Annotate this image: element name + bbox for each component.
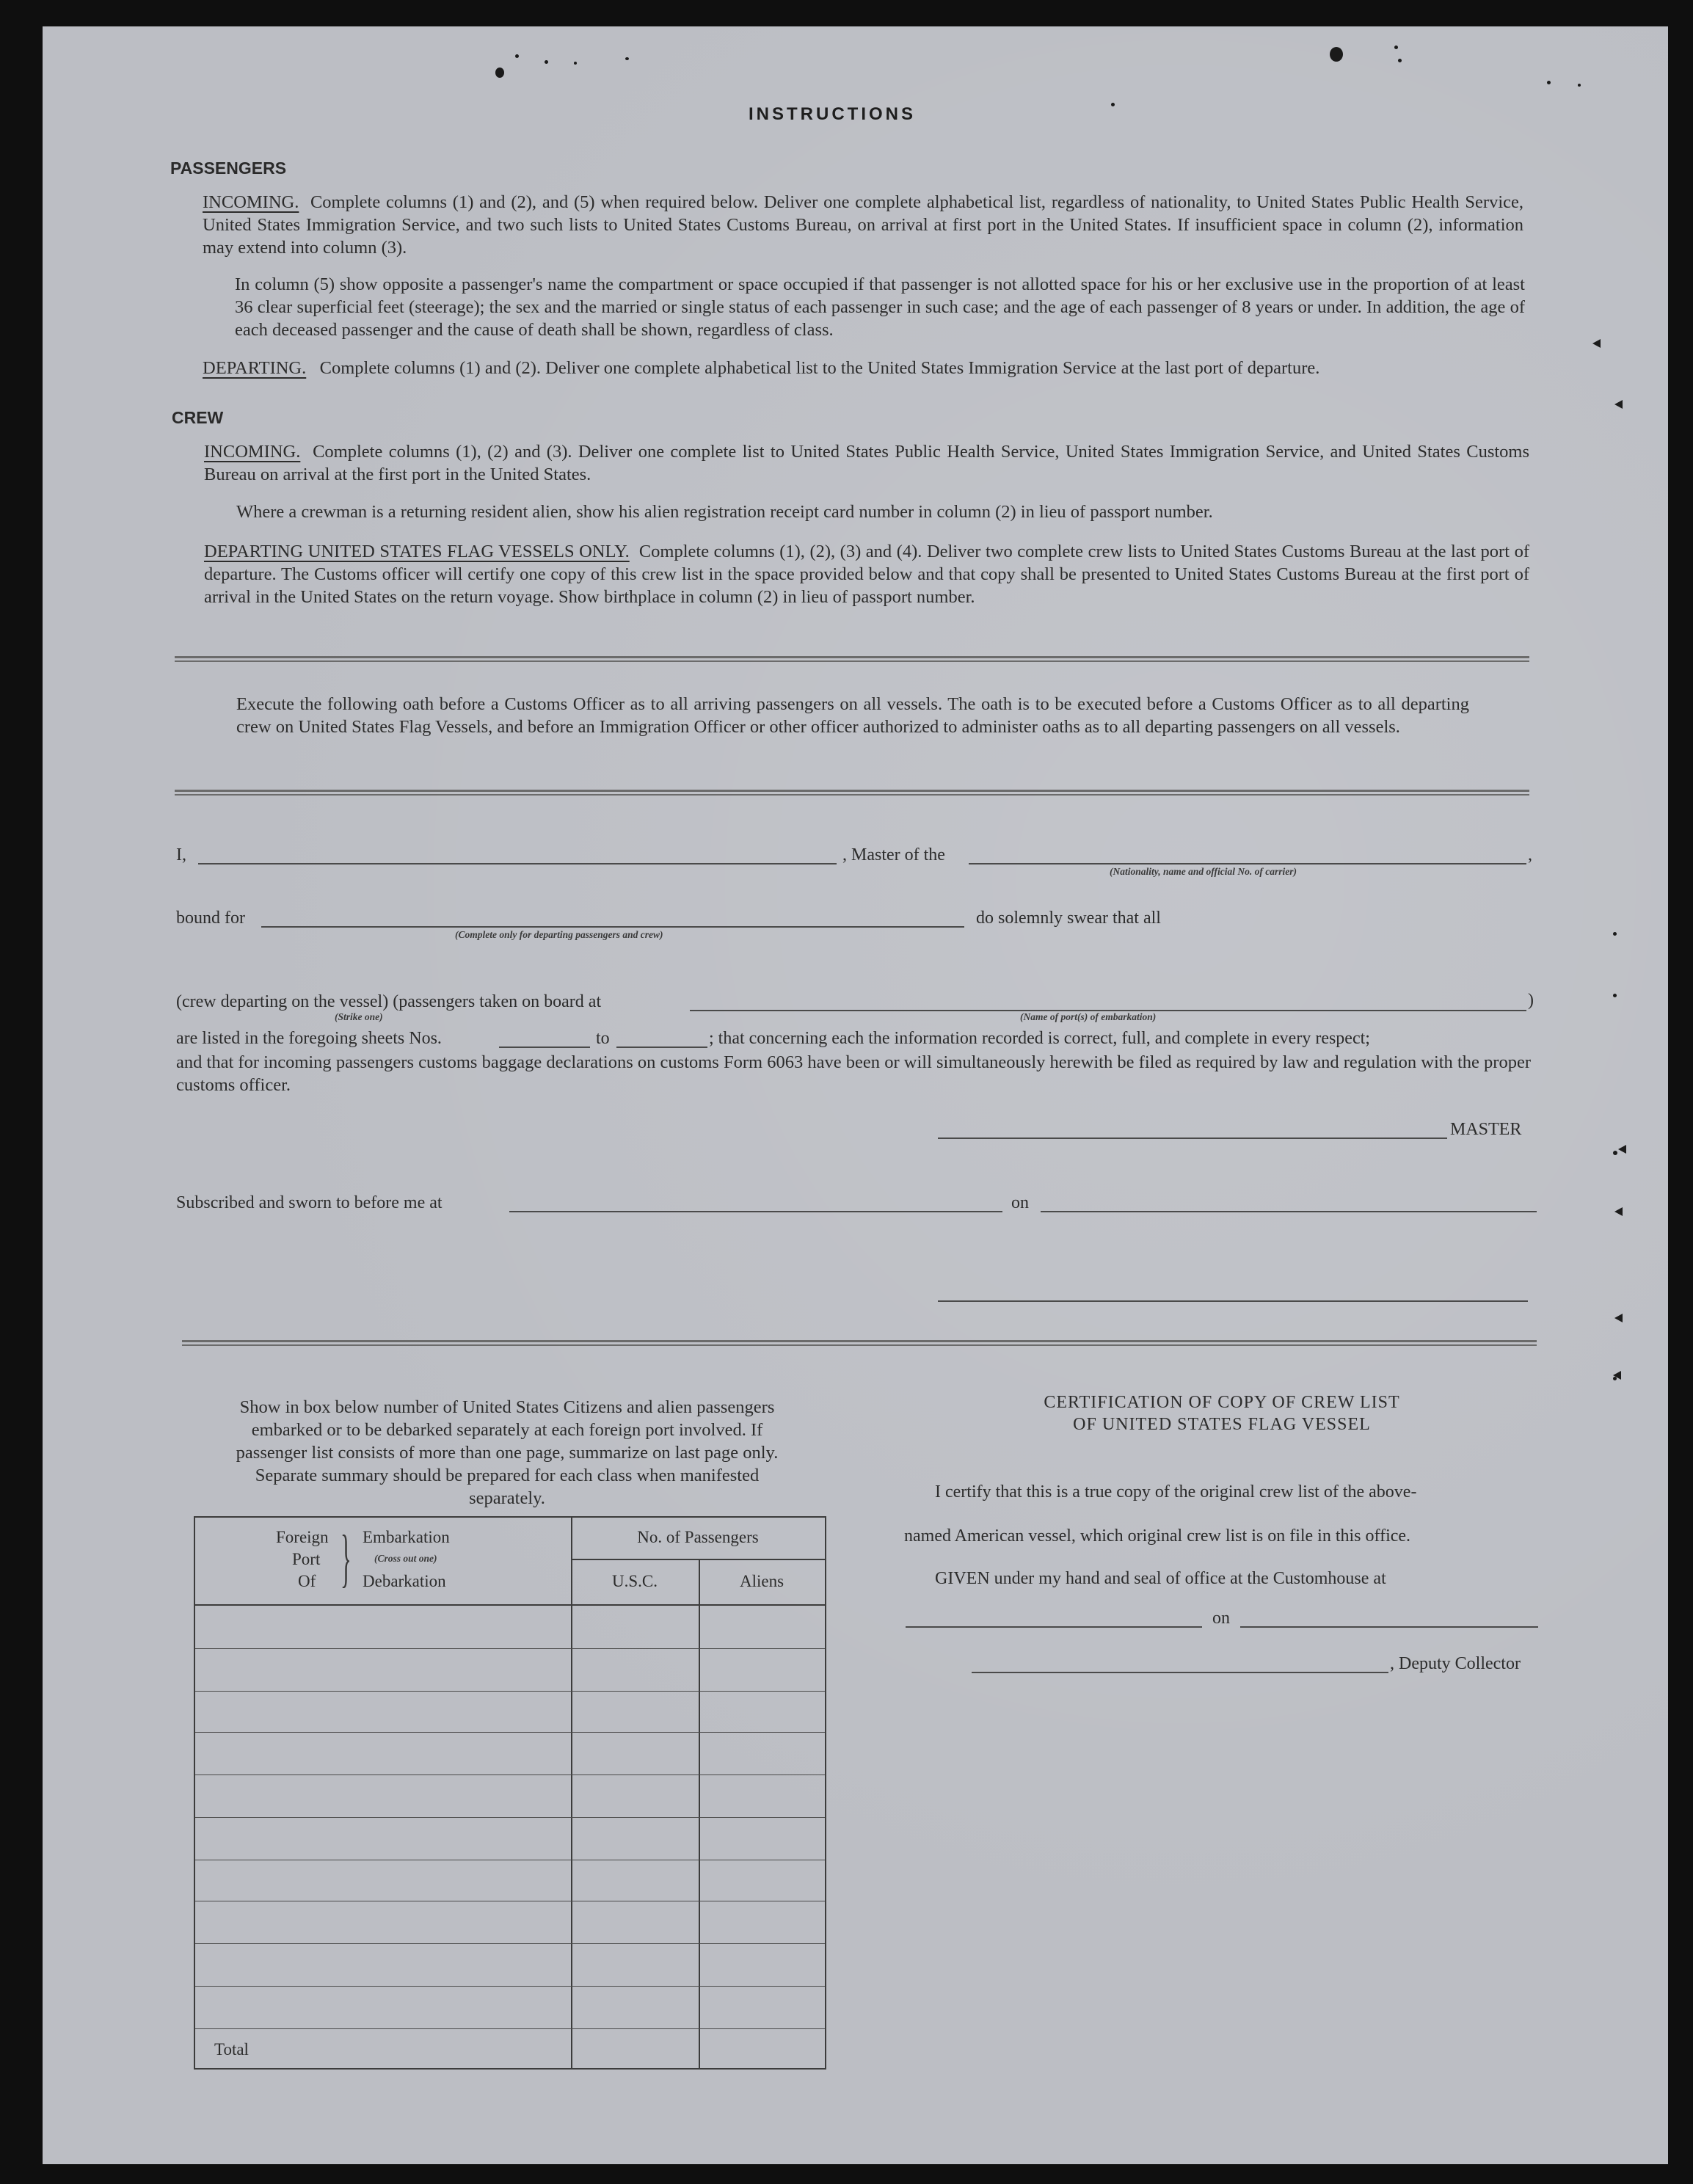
header-aliens: Aliens (739, 1572, 784, 1590)
crew-incoming-paragraph (204, 440, 1529, 486)
certification-heading-1: CERTIFICATION OF COPY OF CREW LIST (1044, 1393, 1400, 1412)
strike-part-text: (crew departing on the vessel) (passengers taken on board at (176, 992, 602, 1011)
comma: , (1528, 845, 1532, 864)
header-embarkation: Embarkation (363, 1528, 450, 1546)
certification-line-3: GIVEN under my hand and seal of office at the Customhouse at (935, 1569, 1386, 1588)
swear-text: do solemnly swear that all (976, 909, 1161, 928)
sheet-from-field[interactable] (499, 1046, 590, 1048)
edge-mark (1614, 400, 1623, 409)
header-no-passengers: No. of Passengers (637, 1528, 759, 1546)
passengers-incoming-column5: In column (5) show opposite a passenger's name the compartment or space occupied if that passenger is not allotted space for his or her exclusive use in the proportion of at least 36 clear superficial feet (steerage); the sex and the married or single status of each passenger in such case; and the age of each passenger of 8 years or under. In addition, the age of each deceased passenger and the cause of death shall be shown, regardless of class. (235, 274, 1525, 340)
table-row (195, 1774, 825, 1775)
deputy-collector-signature-field[interactable] (972, 1672, 1388, 1673)
passengers-incoming-paragraph (203, 191, 1523, 259)
passengers-departing-text: Complete columns (1) and (2). Deliver one complete alphabetical list to the United States Immigration Service at the last port of departure. (319, 358, 1320, 378)
embarkation-note: (Name of port(s) of embarkation) (1020, 1011, 1157, 1022)
page-title: INSTRUCTIONS (749, 104, 916, 124)
deputy-collector-label: , Deputy Collector (1390, 1654, 1521, 1673)
summary-instructions: Show in box below number of United States Citizens and alien passengers embarked or to be debarked separately at each foreign port involved. If passenger list consists of more than one page, summarize on last page only. Separate summary should be prepared for each class when manifested separately. (236, 1397, 779, 1508)
bound-for-field[interactable] (261, 926, 964, 928)
table-row (195, 1943, 825, 1944)
table-row (195, 1986, 825, 1987)
total-label: Total (214, 2040, 249, 2059)
subscribed-label: Subscribed and sworn to before me at (176, 1193, 443, 1212)
header-usc: U.S.C. (612, 1572, 658, 1590)
sworn-place-field[interactable] (509, 1211, 1002, 1212)
table-row (195, 2028, 825, 2029)
table-row (195, 1648, 825, 1649)
table-header-bottom (195, 1604, 825, 1606)
carrier-note: (Nationality, name and official No. of carrier) (1110, 866, 1297, 877)
passengers-departing-label: DEPARTING. (203, 358, 307, 378)
brace-icon: } (341, 1523, 352, 1594)
section-divider (175, 656, 1529, 662)
section-divider (175, 790, 1529, 796)
header-of: Of (298, 1572, 316, 1590)
edge-mark (1614, 1314, 1623, 1322)
oath-i-label: I, (176, 845, 186, 864)
listed-statement: ; that concerning each the information recorded is correct, full, and complete in every respect; (709, 1029, 1370, 1048)
listed-to-label: to (596, 1029, 610, 1048)
master-label: MASTER (1450, 1120, 1522, 1139)
master-of-the-label: , Master of the (842, 845, 945, 864)
table-column-divider (699, 1559, 700, 2068)
crew-departing-label: DEPARTING UNITED STATES FLAG VESSELS ONLY. (204, 542, 630, 561)
edge-mark (1618, 1145, 1626, 1154)
officer-signature-field[interactable] (938, 1300, 1528, 1302)
passengers-departing-paragraph (203, 357, 1538, 379)
customhouse-field[interactable] (906, 1626, 1202, 1628)
passengers-incoming-label: INCOMING. (203, 192, 299, 212)
header-foreign: Foreign (276, 1528, 329, 1546)
close-paren: ) (1528, 991, 1534, 1010)
certification-line-1: I certify that this is a true copy of the original crew list of the above- (935, 1482, 1417, 1502)
table-row (195, 1732, 825, 1733)
crew-incoming-alien-note: Where a crewman is a returning resident alien, show his alien registration receipt card number in column (2) in lieu of passport number. (236, 502, 1213, 522)
header-port: Port (292, 1550, 321, 1568)
strike-note: (Strike one) (335, 1011, 383, 1022)
certification-on-label: on (1212, 1609, 1230, 1628)
crew-departing-text: Complete columns (1), (2), (3) and (4). Deliver two complete crew lists to United States Customs Bureau at the last port of departure. The Customs officer will certify one copy of this crew list in the space provided below and that copy shall be presented to United States Customs Bureau at the first port of arrival in the United States on the return voyage. Show birthplace in column (2) in lieu of passport number. (204, 542, 1529, 607)
listed-sheets-text: are listed in the foregoing sheets Nos. (176, 1029, 442, 1048)
table-row (195, 1691, 825, 1692)
edge-mark (1614, 1207, 1623, 1216)
edge-mark (1592, 339, 1601, 348)
table-row (195, 1817, 825, 1818)
master-name-field[interactable] (198, 863, 837, 864)
bound-for-note: (Complete only for departing passengers and crew) (455, 929, 663, 940)
master-signature-field[interactable] (938, 1138, 1447, 1139)
certification-line-2: named American vessel, which original crew list is on file in this office. (904, 1526, 1411, 1546)
sworn-on-label: on (1011, 1193, 1029, 1212)
certification-date-field[interactable] (1240, 1626, 1538, 1628)
crew-heading: CREW (172, 408, 224, 427)
sworn-date-field[interactable] (1041, 1211, 1537, 1212)
crew-incoming-text: Complete columns (1), (2) and (3). Deliver one complete list to United States Public Health Service, United States Immigration Service, and United States Customs Bureau on arrival at the first port in the United States. (204, 442, 1530, 484)
table-header-divider (571, 1559, 825, 1560)
header-debarkation: Debarkation (363, 1572, 446, 1590)
crew-departing-paragraph (204, 540, 1529, 608)
certification-heading-2: OF UNITED STATES FLAG VESSEL (1073, 1415, 1371, 1434)
header-cross-out-note: (Cross out one) (374, 1553, 437, 1564)
section-divider (182, 1340, 1537, 1346)
passengers-incoming-text: Complete columns (1) and (2), and (5) when required below. Deliver one complete alphabetical list, regardless of nationality, to United States Public Health Service, United States Immigration Service, and two such lists to United States Customs Bureau, on arrival at first port in the United States. If insufficient space in column (2), information may extend into column (3). (203, 192, 1524, 258)
baggage-declaration-statement: and that for incoming passengers customs baggage declarations on customs Form 6063 have been or will simultaneously herewith be filed as required by law and regulation with the proper customs officer. (176, 1052, 1531, 1095)
oath-instructions: Execute the following oath before a Customs Officer as to all arriving passengers on all vessels. The oath is to be executed before a Customs Officer as to all departing crew on United States Flag Vessels, and before an Immigration Officer or other officer authorized to administer oaths as to all departing passengers on all vessels. (236, 694, 1469, 737)
carrier-field[interactable] (969, 863, 1526, 864)
edge-mark (1613, 1371, 1621, 1380)
passenger-summary-table (194, 1516, 826, 2070)
sheet-to-field[interactable] (616, 1046, 707, 1048)
bound-for-label: bound for (176, 909, 245, 928)
passengers-heading: PASSENGERS (170, 159, 287, 178)
crew-incoming-label: INCOMING. (204, 442, 301, 462)
